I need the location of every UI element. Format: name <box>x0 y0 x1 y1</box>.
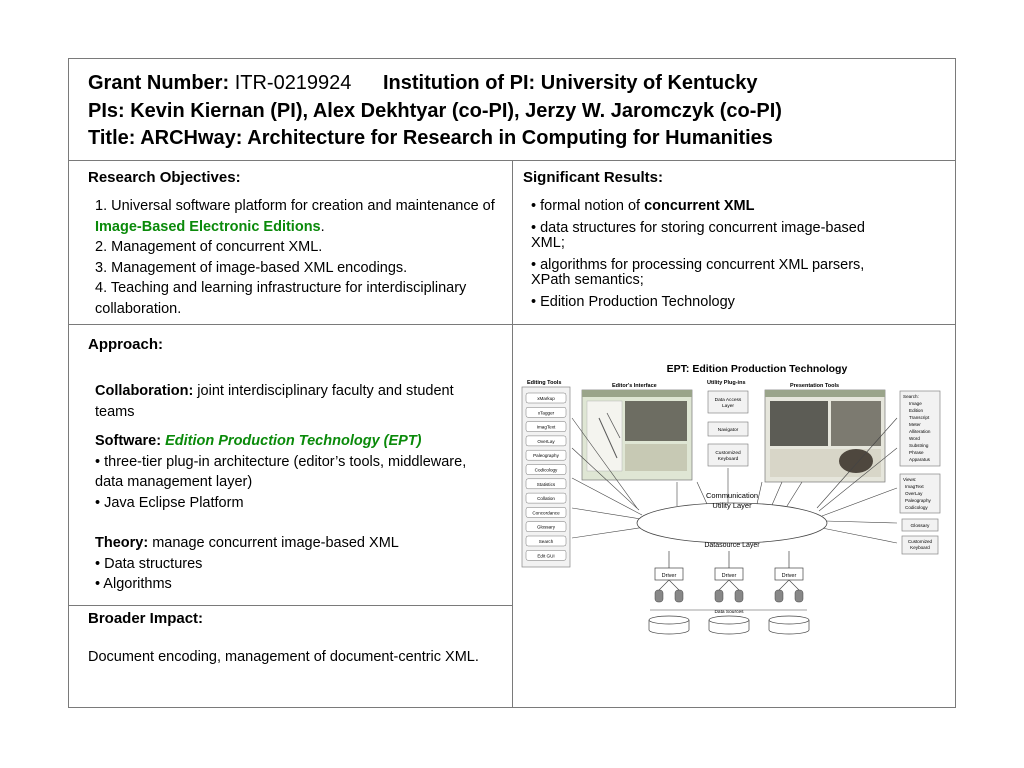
tool-button-label: Collation <box>537 496 555 502</box>
editors-interface-label: Editor's Interface <box>612 383 657 389</box>
driver-branch <box>719 580 729 590</box>
database-cylinder-top <box>649 616 689 624</box>
driver-branch <box>729 580 739 590</box>
result-1 <box>531 199 891 215</box>
editing-tools-label: Editing Tools <box>527 380 562 386</box>
utility-plugins <box>708 391 748 466</box>
search-box-item: Word <box>909 436 920 441</box>
utility-plugin-label: Layer <box>722 404 734 409</box>
driver-label: Driver <box>781 573 797 579</box>
approach-heading: Approach: <box>88 336 163 353</box>
divider-vertical <box>512 160 513 708</box>
views-box-item: Codicology <box>905 505 928 510</box>
search-box-item: Meter <box>909 422 921 427</box>
data-source-node <box>775 590 783 602</box>
data-source-node <box>795 590 803 602</box>
utility-plugin-label: Customized <box>715 451 741 456</box>
driver-label: Driver <box>661 573 677 579</box>
search-box-item: Edition <box>909 408 924 413</box>
software-label: Software: <box>95 433 166 449</box>
search-box-item: Substring <box>909 443 929 448</box>
tool-button-label: Concordance <box>532 510 560 516</box>
database-cylinder-top <box>769 616 809 624</box>
editing-tools-panel <box>522 387 570 567</box>
theory-label: Theory: <box>95 535 149 551</box>
results-list <box>531 199 891 316</box>
objective-2: 2. Management of concurrent XML. <box>95 239 323 255</box>
utility-plugin-label: Keyboard <box>717 457 739 462</box>
objective-1-highlight: Image-Based Electronic Editions <box>95 218 321 235</box>
search-box <box>900 391 940 466</box>
presentation-tools-screenshot <box>765 390 885 482</box>
customized-keyboard-box <box>902 536 938 554</box>
utility-plugin-label: Navigator <box>717 428 739 433</box>
database-cylinder-top <box>709 616 749 624</box>
result-3: • algorithms for processing concurrent XML parsers, XPath semantics; <box>531 256 865 288</box>
objective-1-end: . <box>320 218 325 235</box>
tool-button-label: xMarkup <box>537 396 555 401</box>
connector-line <box>825 521 897 523</box>
driver-branch <box>669 580 679 590</box>
divider-impact <box>68 605 512 606</box>
grant-label: Grant Number: <box>88 72 230 94</box>
theory-text: manage concurrent image-based XML <box>148 535 399 551</box>
customized-keyboard-label: Keyboard <box>910 545 930 550</box>
theory-bullet-2: • Algorithms <box>95 576 172 592</box>
collaboration-label: Collaboration: <box>95 383 194 399</box>
software <box>95 431 490 452</box>
institution: Institution of PI: University of Kentucky <box>383 72 758 94</box>
data-source-node <box>675 590 683 602</box>
driver-branch <box>779 580 789 590</box>
header-block <box>88 70 782 153</box>
search-box-item: Apparatus <box>909 457 930 462</box>
impact-text: Document encoding, management of document-centric XML. <box>88 649 479 665</box>
search-box-item: Search: <box>903 394 919 399</box>
title-line: Title: ARCHway: Architecture for Research in Computing for Humanities <box>88 127 773 149</box>
search-box-item: Alliteration <box>909 429 931 434</box>
tool-button-label: OverLay <box>537 438 555 444</box>
connector-line <box>772 482 782 505</box>
software-bullet-2: • Java Eclipse Platform <box>95 494 244 511</box>
ept-architecture-diagram <box>517 358 947 658</box>
tool-button-label: Search <box>538 539 554 544</box>
result-2: • data structures for storing concurrent image-based XML; <box>531 219 865 251</box>
data-sources-label: Data Sources <box>714 610 744 615</box>
grant-number: ITR-0219924 <box>234 72 352 94</box>
connector-line <box>822 528 897 543</box>
data-sources-bar <box>649 609 809 634</box>
objective-3: 3. Management of image-based XML encodings. <box>95 259 408 276</box>
search-box-item: Phrase <box>909 450 924 455</box>
connector-line <box>572 508 647 520</box>
editors-interface-screenshot <box>582 390 692 480</box>
impact-heading: Broader Impact: <box>88 610 204 627</box>
diagram-title: EPT: Edition Production Technology <box>666 363 848 375</box>
views-box-item: OverLay <box>905 491 923 496</box>
datasource-layer-label: Datasource Layer <box>704 542 760 549</box>
tool-button-label: Edit GUI <box>537 553 555 559</box>
comm-layer-label-2: Utility Layer <box>712 501 752 510</box>
presentation-tools-label: Presentation Tools <box>790 383 840 389</box>
tool-button-label: Codicology <box>534 467 558 473</box>
driver-branch <box>659 580 669 590</box>
driver-branch <box>789 580 799 590</box>
result-4: • Edition Production Technology <box>531 293 735 310</box>
objective-1 <box>95 196 500 237</box>
data-source-node <box>715 590 723 602</box>
theory <box>95 533 490 554</box>
views-box-item: Views: <box>903 477 917 482</box>
objectives-heading: Research Objectives: <box>88 169 241 186</box>
collaboration-text: joint interdisciplinary faculty and student teams <box>95 383 454 420</box>
glossary-label: Glossary <box>910 524 930 529</box>
tool-button-label: Statistics <box>536 481 556 487</box>
tool-button-label: ImagText <box>536 424 556 430</box>
results-heading: Significant Results: <box>523 169 664 186</box>
communication-layer <box>637 491 827 549</box>
grant-line <box>88 70 782 98</box>
approach-body <box>95 381 490 595</box>
data-source-node <box>735 590 743 602</box>
software-bullet-1: • three-tier plug-in architecture (editor’s tools, middleware, data management layer) <box>95 453 467 490</box>
views-box <box>900 474 940 513</box>
search-box-item: Transcript <box>909 415 930 420</box>
theory-bullet-1: • Data structures <box>95 555 203 572</box>
drivers <box>655 551 803 602</box>
pis-line: PIs: Kevin Kiernan (PI), Alex Dekhtyar (co-PI), Jerzy W. Jaromczyk (co-PI) <box>88 99 782 122</box>
customized-keyboard-label: Customized <box>907 539 933 544</box>
result-1-text: • formal notion of <box>531 198 645 214</box>
objective-1-text: 1. Universal software platform for creation and maintenance of <box>95 198 495 214</box>
software-highlight: Edition Production Technology (EPT) <box>165 433 422 449</box>
search-box-item: Image <box>909 401 922 406</box>
tool-button-label: xTagger <box>537 410 555 416</box>
views-box-item: Paleography <box>905 498 931 503</box>
objective-4: 4. Teaching and learning infrastructure for interdisciplinary collaboration. <box>95 280 467 317</box>
objectives-list <box>95 196 500 319</box>
connector-line <box>822 488 897 516</box>
tool-button-label: Paleography <box>533 453 559 459</box>
views-box-item: ImagText <box>905 484 924 489</box>
utility-plugin-label: Data Access <box>714 398 742 403</box>
glossary-box <box>902 519 938 531</box>
data-source-node <box>655 590 663 602</box>
comm-layer-label-1: Communication <box>705 491 759 500</box>
tool-button-label: Glossary <box>536 524 556 530</box>
result-1-bold: concurrent XML <box>644 198 755 214</box>
connector-line <box>787 482 802 506</box>
collaboration <box>95 381 490 422</box>
driver-label: Driver <box>721 573 737 579</box>
utility-plugins-label: Utility Plug-ins <box>707 380 746 386</box>
